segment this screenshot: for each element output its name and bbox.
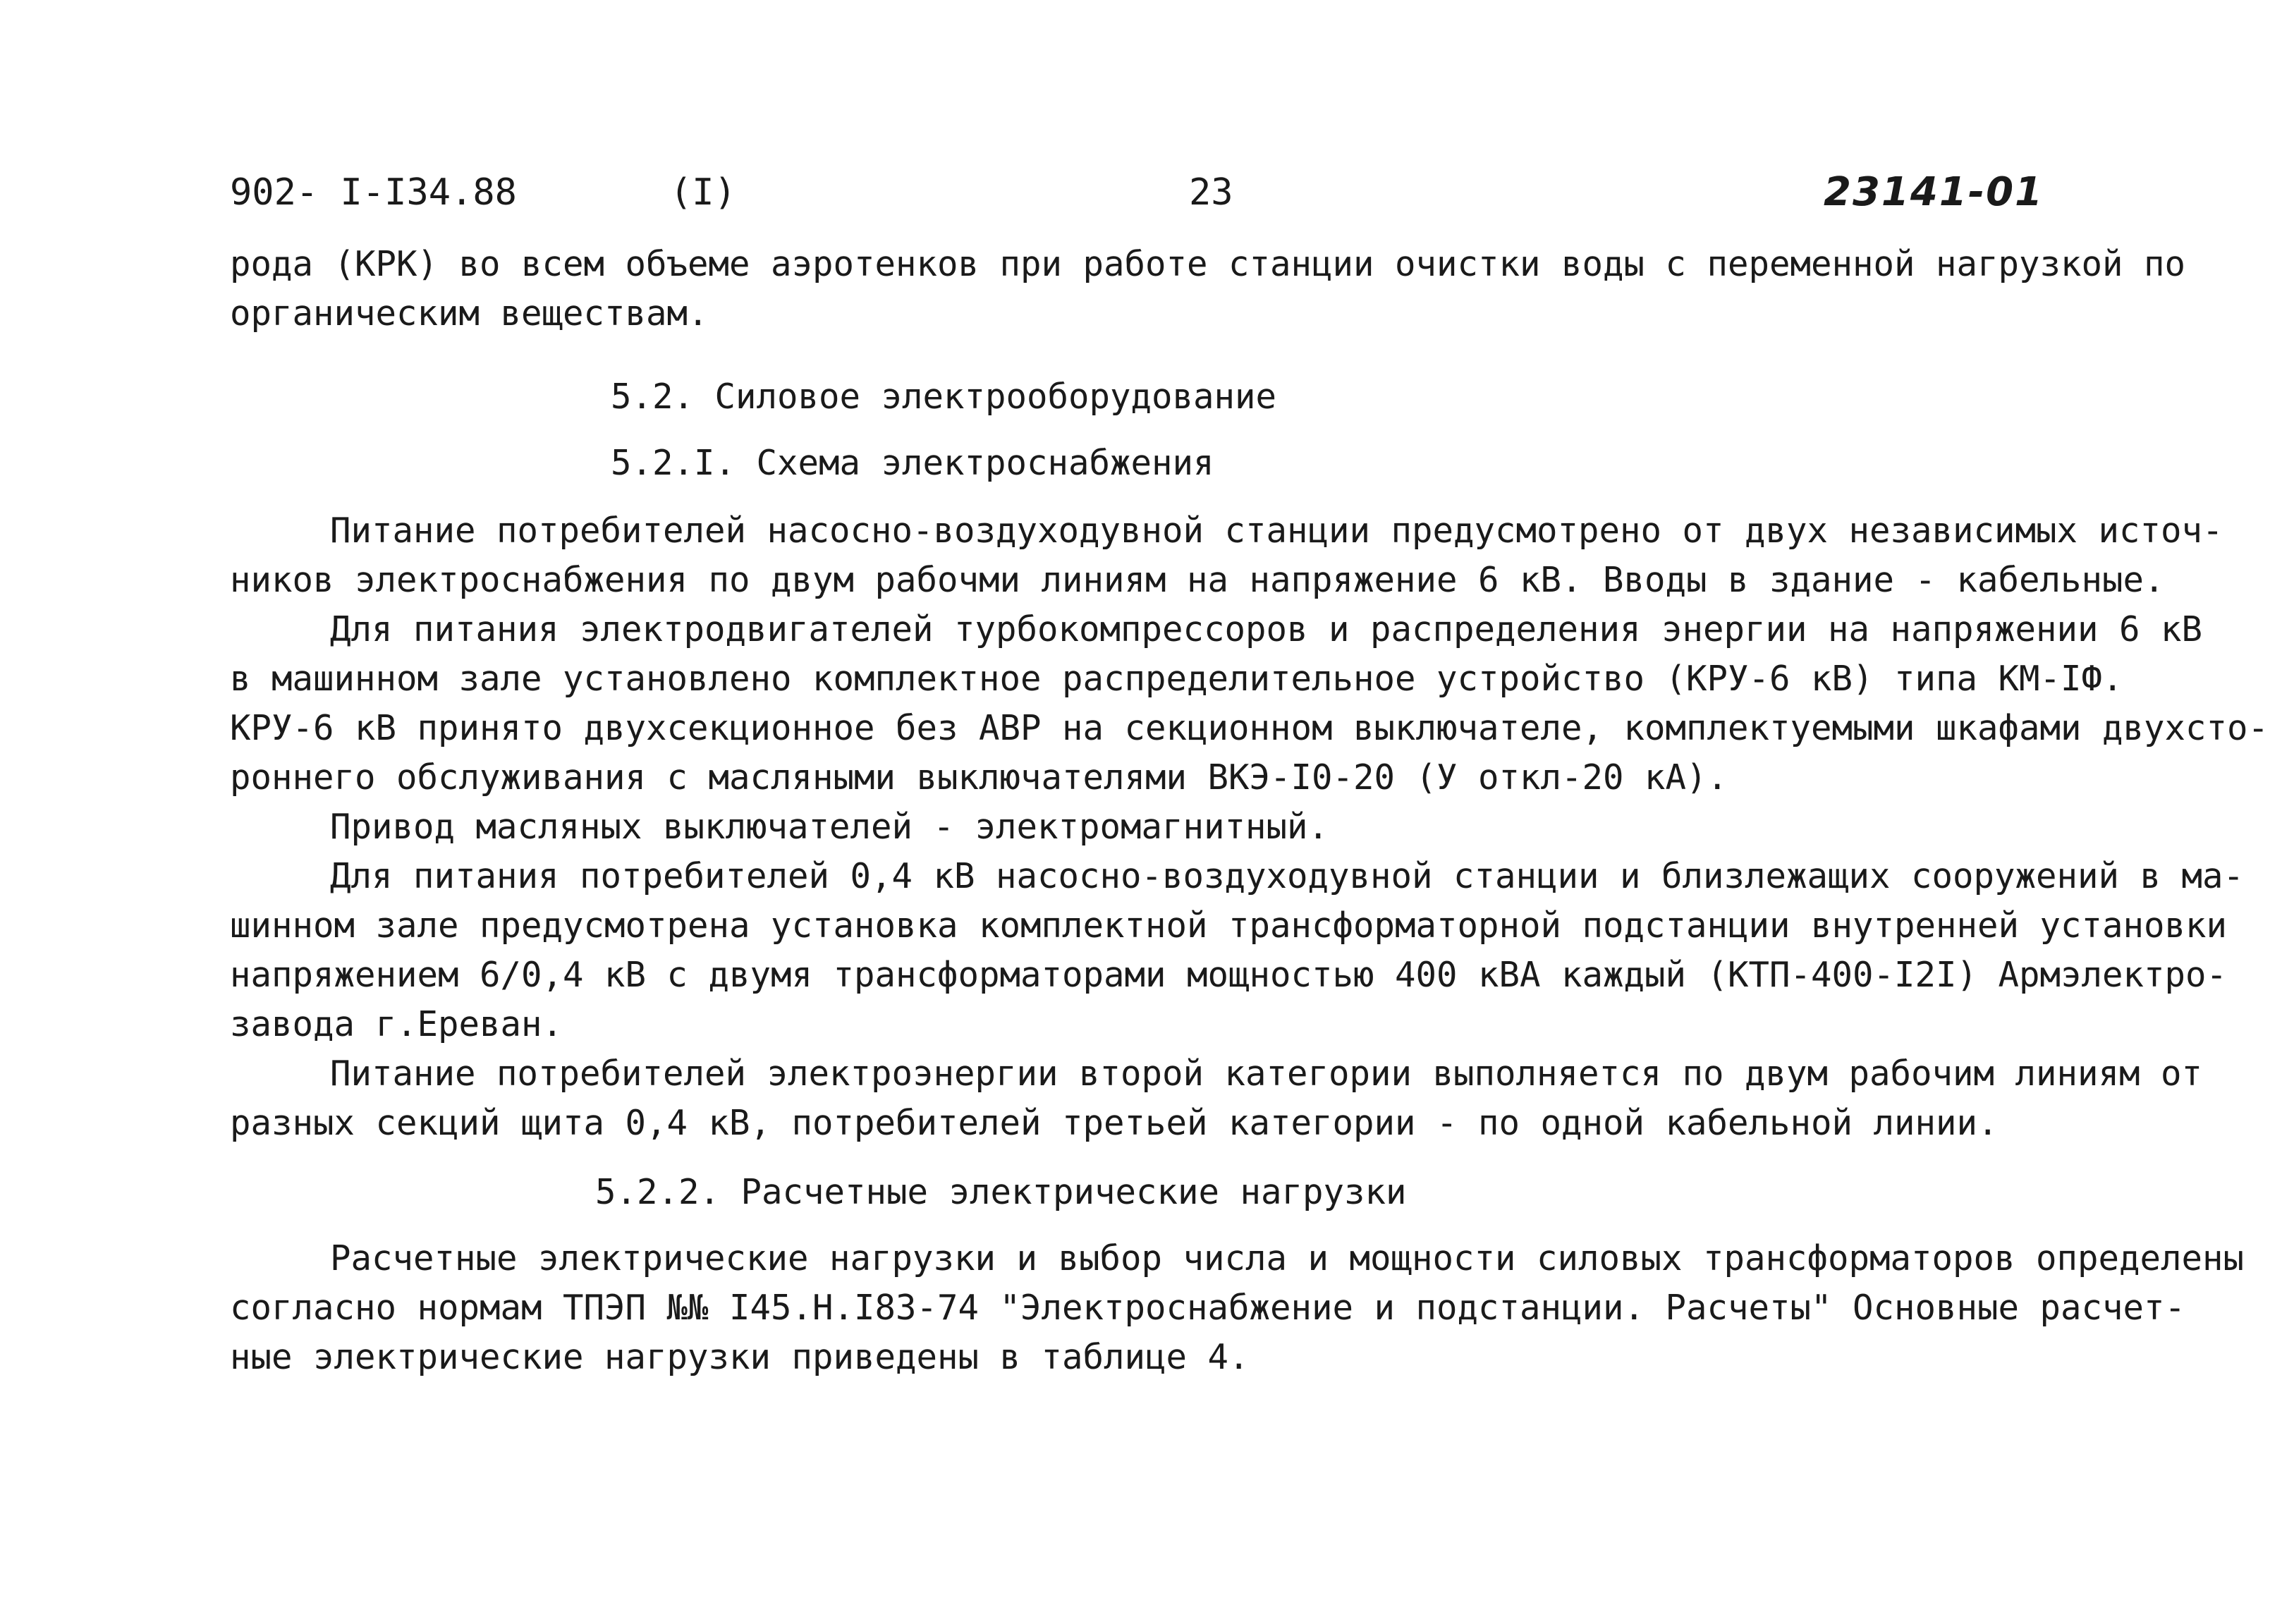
text-line: Расчетные электрические нагрузки и выбор числа и мощности силовых трансформаторов определены: [330, 1238, 2245, 1278]
text-line: разных секций щита 0,4 кВ, потребителей третьей категории - по одной кабельной линии.: [230, 1103, 1999, 1143]
text-line: ников электроснабжения по двум рабочми линиям на напряжение 6 кВ. Вводы в здание - кабельные.: [230, 560, 2165, 600]
handwritten-code: 23141-01: [1824, 169, 2044, 215]
text-line: Привод масляных выключателей - электромагнитный.: [330, 807, 1329, 847]
text-line: в машинном зале установлено комплектное распределительное устройство (КРУ-6 кВ) типа КМ-IФ.: [230, 659, 2123, 699]
page-number: 23: [1189, 171, 1233, 214]
text-line: Для питания электродвигателей турбокомпрессоров и распределения энергии на напряжении 6 кВ: [330, 609, 2203, 649]
text-line: ные электрические нагрузки приведены в таблице 4.: [230, 1337, 1250, 1377]
doc-variant: (I): [670, 171, 736, 214]
text-line: напряжением 6/0,4 кВ с двумя трансформаторами мощностью 400 кВА каждый (КТП-400-I2I) Армэлектро-: [230, 955, 2228, 995]
text-line: роннего обслуживания с масляными выключателями ВКЭ-I0-20 (У откл-20 кА).: [230, 757, 1728, 798]
intro-paragraph: [230, 240, 2211, 338]
section-heading-5-2: 5.2. Силовое электрооборудование: [611, 377, 1277, 417]
text-line: КРУ-6 кВ принято двухсекционное без АВР на секционном выключателе, комплектуемыми шкафами двухсто-: [230, 708, 2269, 748]
text-line: рода (КРК) во всем объеме аэротенков при работе станции очистки воды с переменной нагрузкой по: [230, 244, 2186, 284]
text-line: органическим веществам.: [230, 293, 709, 334]
text-line: завода г.Ереван.: [230, 1004, 563, 1044]
text-line: Питание потребителей насосно-воздуходувной станции предусмотрено от двух независимых источ-: [330, 511, 2223, 551]
section-5-2-2-body: [230, 1234, 2245, 1382]
section-heading-5-2-2: 5.2.2. Расчетные электрические нагрузки: [595, 1172, 1407, 1212]
text-line: шинном зале предусмотрена установка комплектной трансформаторной подстанции внутренней установки: [230, 905, 2228, 946]
text-line: Питание потребителей электроэнергии второй категории выполняется по двум рабочим линиям от: [330, 1054, 2203, 1094]
doc-number: 902- I-I34.88: [230, 171, 517, 214]
text-line: Для питания потребителей 0,4 кВ насосно-воздуходувной станции и близлежащих сооружений в ма-: [330, 856, 2245, 896]
text-line: согласно нормам ТПЭП №№ I45.Н.I83-74 "Электроснабжение и подстанции. Расчеты" Основные расчет-: [230, 1288, 2186, 1328]
section-heading-5-2-1: 5.2.I. Схема электроснабжения: [611, 443, 1214, 483]
section-5-2-1-body: [230, 506, 2269, 1148]
